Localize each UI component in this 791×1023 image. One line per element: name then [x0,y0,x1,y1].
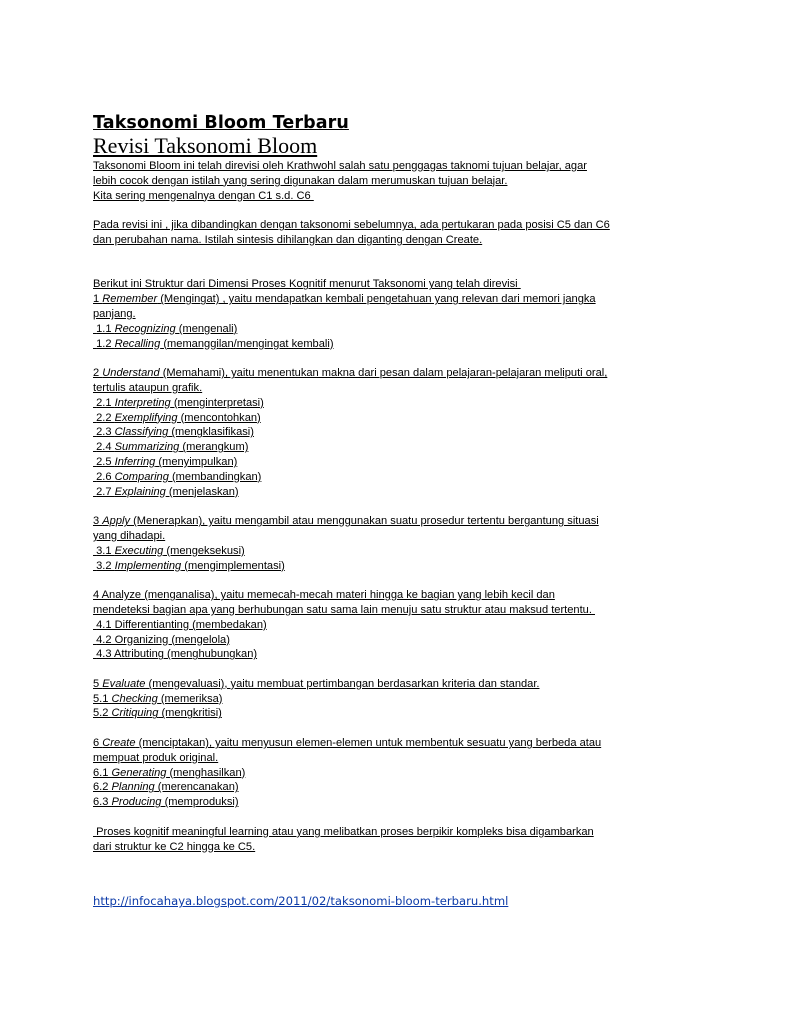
source-link[interactable]: http://infocahaya.blogspot.com/2011/02/taksonomi-bloom-terbaru.html [93,894,509,908]
list-item: 1.2 Recalling (memanggilan/mengingat kembali) [93,337,334,350]
document-body [93,112,703,854]
closing-line-1: Proses kognitif meaningful learning atau yang melibatkan proses berpikir kompleks bisa digambarkan [93,825,594,838]
intro-line-2: lebih cocok dengan istilah yang sering digunakan dalam merumuskan tujuan belajar. [93,174,508,187]
section-2-heading-cont: tertulis ataupun grafik. [93,381,203,394]
list-item: 2.5 Inferring (menyimpulkan) [93,455,238,468]
section-5-heading: 5 Evaluate (mengevaluasi), yaitu membuat pertimbangan berdasarkan kriteria dan standar. [93,677,540,690]
section-2-heading: 2 Understand (Memahami), yaitu menentukan makna dari pesan dalam pelajaran-pelajaran meliputi oral, [93,367,608,380]
list-item: 5.1 Checking (memeriksa) [93,692,223,705]
section-3-heading: 3 Apply (Menerapkan), yaitu mengambil atau menggunakan suatu prosedur tertentu bergantung situasi [93,515,599,528]
section-1-heading: 1 Remember (Mengingat) , yaitu mendapatkan kembali pengetahuan yang relevan dari memori jangka [93,293,596,306]
section-3-heading-cont: yang dihadapi. [93,529,166,542]
section-4-heading: 4 Analyze (menganalisa), yaitu memecah-mecah materi hingga ke bagian yang lebih kecil dan [93,589,555,602]
list-item: 3.1 Executing (mengeksekusi) [93,544,245,557]
list-item: 4.1 Differentianting (membedakan) [93,618,267,631]
list-item: 4.2 Organizing (mengelola) [93,633,230,646]
list-item: 1.1 Recognizing (mengenali) [93,322,238,335]
list-item: 2.7 Explaining (menjelaskan) [93,485,239,498]
list-item: 5.2 Critiquing (mengkritisi) [93,707,222,720]
revision-line-2: dan perubahan nama. Istilah sintesis dihilangkan dan diganting dengan Create. [93,233,483,246]
section-6-heading-cont: mempuat produk original. [93,751,219,764]
page-title: Taksonomi Bloom Terbaru [93,113,349,133]
intro-line-1: Taksonomi Bloom ini telah direvisi oleh Krathwohl salah satu penggagas taknomi tujuan belajar, agar [93,160,587,172]
list-item: 2.6 Comparing (membandingkan) [93,470,262,483]
section-4-heading-cont: mendeteksi bagian apa yang berhubungan satu sama lain menuju satu struktur atau maksud tertentu. [93,603,595,616]
revision-line-1: Pada revisi ini , jika dibandingkan dengan taksonomi sebelumnya, ada pertukaran pada posisi C5 dan C6 [93,219,610,232]
section-6-heading: 6 Create (menciptakan), yaitu menyusun elemen-elemen untuk membentuk sesuatu yang berbeda atau [93,737,602,750]
intro-line-3: Kita sering mengenalnya dengan C1 s.d. C6 [93,189,314,202]
list-item: 2.1 Interpreting (menginterpretasi) [93,396,264,409]
list-item: 6.3 Producing (memproduksi) [93,796,239,809]
list-item: 6.2 Planning (merencanakan) [93,781,239,794]
list-item: 2.3 Classifying (mengklasifikasi) [93,426,254,439]
closing-line-2: dari struktur ke C2 hingga ke C5. [93,840,256,853]
structure-intro: Berikut ini Struktur dari Dimensi Proses Kognitif menurut Taksonomi yang telah direvisi [93,278,521,291]
list-item: 2.2 Exemplifying (mencontohkan) [93,411,261,424]
list-item: 6.1 Generating (menghasilkan) [93,766,246,779]
list-item: 3.2 Implementing (mengimplementasi) [93,559,285,572]
list-item: 4.3 Attributing (menghubungkan) [93,648,258,661]
page-subtitle: Revisi Taksonomi Bloom [93,133,318,158]
section-1-heading-cont: panjang. [93,307,136,320]
list-item: 2.4 Summarizing (merangkum) [93,441,249,454]
